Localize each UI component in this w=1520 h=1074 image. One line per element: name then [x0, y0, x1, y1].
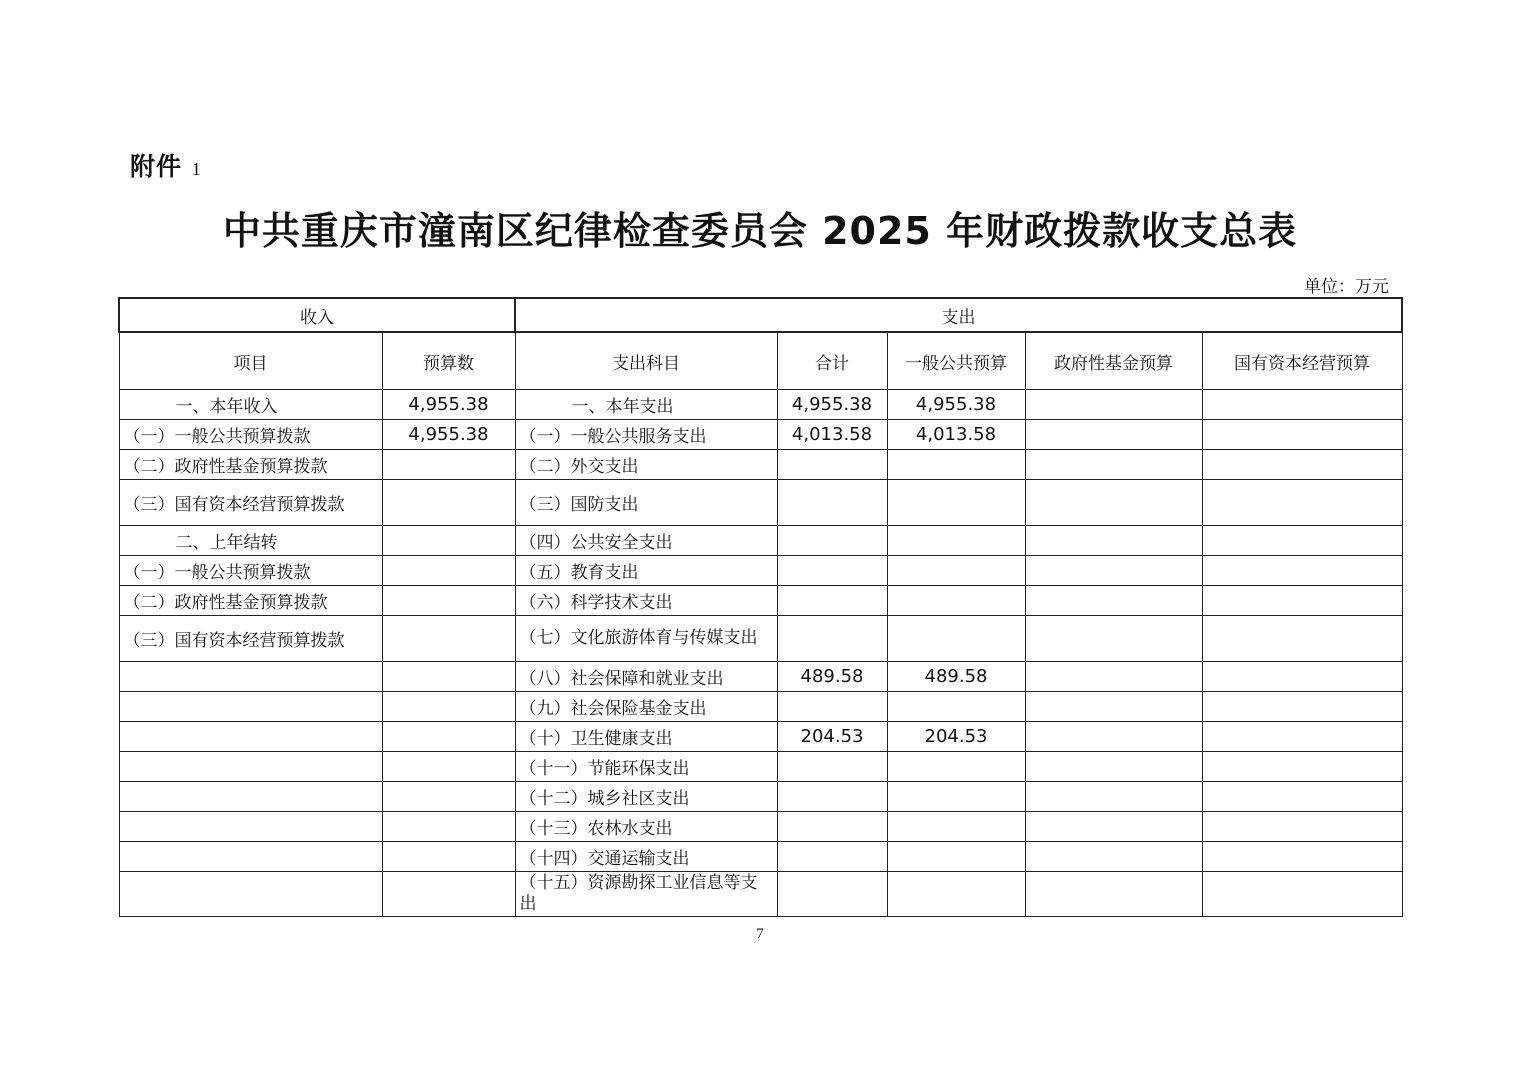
expense-fund-budget-cell: [1025, 842, 1202, 872]
expense-group-header: 支出: [515, 298, 1402, 332]
expense-state-capital-budget-cell: [1202, 692, 1402, 722]
col-header-total: 合计: [777, 332, 887, 390]
income-item-cell: （一）一般公共预算拨款: [119, 556, 382, 586]
expense-fund-budget-cell: [1025, 662, 1202, 692]
expense-fund-budget-cell: [1025, 420, 1202, 450]
income-budget-cell: [382, 586, 515, 616]
expense-total-cell: 4,955.38: [777, 390, 887, 420]
income-budget-cell: [382, 556, 515, 586]
expense-fund-budget-cell: [1025, 692, 1202, 722]
income-item-cell: [119, 782, 382, 812]
expense-total-cell: [777, 692, 887, 722]
col-header-fund-budget: 政府性基金预算: [1025, 332, 1202, 390]
expense-fund-budget-cell: [1025, 556, 1202, 586]
income-item-cell: [119, 752, 382, 782]
expense-general-budget-cell: [887, 480, 1025, 526]
expense-subject-cell: （一）一般公共服务支出: [515, 420, 777, 450]
table-row: [119, 782, 1402, 812]
expense-subject-cell: （三）国防支出: [515, 480, 777, 526]
expense-subject-cell: （七）文化旅游体育与传媒支出: [515, 616, 777, 662]
income-budget-cell: [382, 692, 515, 722]
table-row: [119, 842, 1402, 872]
expense-state-capital-budget-cell: [1202, 390, 1402, 420]
document-title: 中共重庆市潼南区纪律检查委员会 2025 年财政拨款收支总表: [222, 209, 1298, 253]
income-item-cell: 一、本年收入: [119, 390, 382, 420]
expense-state-capital-budget-cell: [1202, 450, 1402, 480]
table-row: [119, 586, 1402, 616]
expense-subject-cell: （十一）节能环保支出: [515, 752, 777, 782]
expense-total-cell: [777, 556, 887, 586]
expense-general-budget-cell: [887, 586, 1025, 616]
table-row: [119, 480, 1402, 526]
expense-subject-cell: 一、本年支出: [515, 390, 777, 420]
expense-general-budget-cell: [887, 692, 1025, 722]
income-budget-cell: [382, 722, 515, 752]
income-item-cell: （一）一般公共预算拨款: [119, 420, 382, 450]
table-row: [119, 556, 1402, 586]
expense-total-cell: [777, 842, 887, 872]
table-row: [119, 722, 1402, 752]
expense-total-cell: 204.53: [777, 722, 887, 752]
expense-subject-cell: （九）社会保险基金支出: [515, 692, 777, 722]
table-row: [119, 752, 1402, 782]
expense-state-capital-budget-cell: [1202, 556, 1402, 586]
expense-state-capital-budget-cell: [1202, 752, 1402, 782]
expense-general-budget-cell: [887, 812, 1025, 842]
expense-general-budget-cell: 4,013.58: [887, 420, 1025, 450]
expense-fund-budget-cell: [1025, 782, 1202, 812]
col-header-expense-subject: 支出科目: [515, 332, 777, 390]
expense-fund-budget-cell: [1025, 526, 1202, 556]
expense-general-budget-cell: [887, 782, 1025, 812]
attachment-text: 附件: [130, 152, 183, 181]
income-budget-cell: [382, 812, 515, 842]
expense-fund-budget-cell: [1025, 872, 1202, 917]
expense-total-cell: [777, 526, 887, 556]
expense-total-cell: [777, 872, 887, 917]
expense-fund-budget-cell: [1025, 722, 1202, 752]
expense-state-capital-budget-cell: [1202, 842, 1402, 872]
expense-total-cell: [777, 812, 887, 842]
expense-subject-cell: （八）社会保障和就业支出: [515, 662, 777, 692]
expense-general-budget-cell: [887, 526, 1025, 556]
expense-subject-cell: （六）科学技术支出: [515, 586, 777, 616]
expense-total-cell: 489.58: [777, 662, 887, 692]
expense-fund-budget-cell: [1025, 390, 1202, 420]
table-row: [119, 662, 1402, 692]
income-item-cell: （三）国有资本经营预算拨款: [119, 480, 382, 526]
unit-label: 单位：万元: [1304, 277, 1389, 297]
income-item-cell: [119, 812, 382, 842]
col-header-general-budget: 一般公共预算: [887, 332, 1025, 390]
page-number: 7: [756, 926, 764, 942]
income-item-cell: [119, 662, 382, 692]
expense-total-cell: 4,013.58: [777, 420, 887, 450]
expense-fund-budget-cell: [1025, 616, 1202, 662]
table-row: [119, 450, 1402, 480]
income-item-cell: （二）政府性基金预算拨款: [119, 586, 382, 616]
expense-state-capital-budget-cell: [1202, 812, 1402, 842]
col-header-budget: 预算数: [382, 332, 515, 390]
table-row: [119, 420, 1402, 450]
expense-state-capital-budget-cell: [1202, 420, 1402, 450]
income-budget-cell: [382, 526, 515, 556]
expense-total-cell: [777, 450, 887, 480]
expense-state-capital-budget-cell: [1202, 872, 1402, 917]
expense-general-budget-cell: 204.53: [887, 722, 1025, 752]
expense-general-budget-cell: [887, 842, 1025, 872]
expense-total-cell: [777, 586, 887, 616]
expense-total-cell: [777, 782, 887, 812]
expense-state-capital-budget-cell: [1202, 480, 1402, 526]
expense-subject-cell: （五）教育支出: [515, 556, 777, 586]
expense-total-cell: [777, 616, 887, 662]
table-body: [119, 390, 1402, 917]
income-budget-cell: [382, 480, 515, 526]
expense-subject-cell: （十五）资源勘探工业信息等支出: [515, 872, 777, 917]
table-row: [119, 526, 1402, 556]
expense-subject-cell: （十三）农林水支出: [515, 812, 777, 842]
income-budget-cell: [382, 782, 515, 812]
income-item-cell: （三）国有资本经营预算拨款: [119, 616, 382, 662]
expense-fund-budget-cell: [1025, 480, 1202, 526]
expense-state-capital-budget-cell: [1202, 782, 1402, 812]
income-budget-cell: [382, 616, 515, 662]
budget-summary-table: [118, 297, 1403, 917]
income-budget-cell: [382, 842, 515, 872]
column-header-row: [119, 332, 1402, 390]
expense-state-capital-budget-cell: [1202, 662, 1402, 692]
income-item-cell: [119, 842, 382, 872]
table-row: [119, 692, 1402, 722]
attachment-label: [130, 147, 202, 183]
income-item-cell: （二）政府性基金预算拨款: [119, 450, 382, 480]
col-header-state-capital-budget: 国有资本经营预算: [1202, 332, 1402, 390]
expense-subject-cell: （二）外交支出: [515, 450, 777, 480]
table-row: [119, 390, 1402, 420]
expense-general-budget-cell: 4,955.38: [887, 390, 1025, 420]
expense-total-cell: [777, 752, 887, 782]
attachment-number: 1: [191, 159, 202, 179]
expense-total-cell: [777, 480, 887, 526]
income-item-cell: [119, 722, 382, 752]
income-budget-cell: [382, 662, 515, 692]
income-budget-cell: 4,955.38: [382, 390, 515, 420]
expense-subject-cell: （十四）交通运输支出: [515, 842, 777, 872]
expense-subject-cell: （十）卫生健康支出: [515, 722, 777, 752]
table-row: [119, 812, 1402, 842]
income-budget-cell: [382, 450, 515, 480]
expense-general-budget-cell: [887, 450, 1025, 480]
expense-fund-budget-cell: [1025, 752, 1202, 782]
expense-state-capital-budget-cell: [1202, 526, 1402, 556]
expense-fund-budget-cell: [1025, 586, 1202, 616]
income-item-cell: 二、上年结转: [119, 526, 382, 556]
expense-general-budget-cell: 489.58: [887, 662, 1025, 692]
table-row: [119, 872, 1402, 917]
expense-general-budget-cell: [887, 616, 1025, 662]
expense-fund-budget-cell: [1025, 450, 1202, 480]
expense-state-capital-budget-cell: [1202, 722, 1402, 752]
expense-state-capital-budget-cell: [1202, 616, 1402, 662]
expense-state-capital-budget-cell: [1202, 586, 1402, 616]
income-group-header: 收入: [119, 298, 515, 332]
expense-general-budget-cell: [887, 752, 1025, 782]
expense-general-budget-cell: [887, 556, 1025, 586]
income-budget-cell: 4,955.38: [382, 420, 515, 450]
expense-general-budget-cell: [887, 872, 1025, 917]
income-item-cell: [119, 692, 382, 722]
expense-fund-budget-cell: [1025, 812, 1202, 842]
income-item-cell: [119, 872, 382, 917]
expense-subject-cell: （十二）城乡社区支出: [515, 782, 777, 812]
income-budget-cell: [382, 872, 515, 917]
income-budget-cell: [382, 752, 515, 782]
table-row: [119, 616, 1402, 662]
col-header-item: 项目: [119, 332, 382, 390]
expense-subject-cell: （四）公共安全支出: [515, 526, 777, 556]
